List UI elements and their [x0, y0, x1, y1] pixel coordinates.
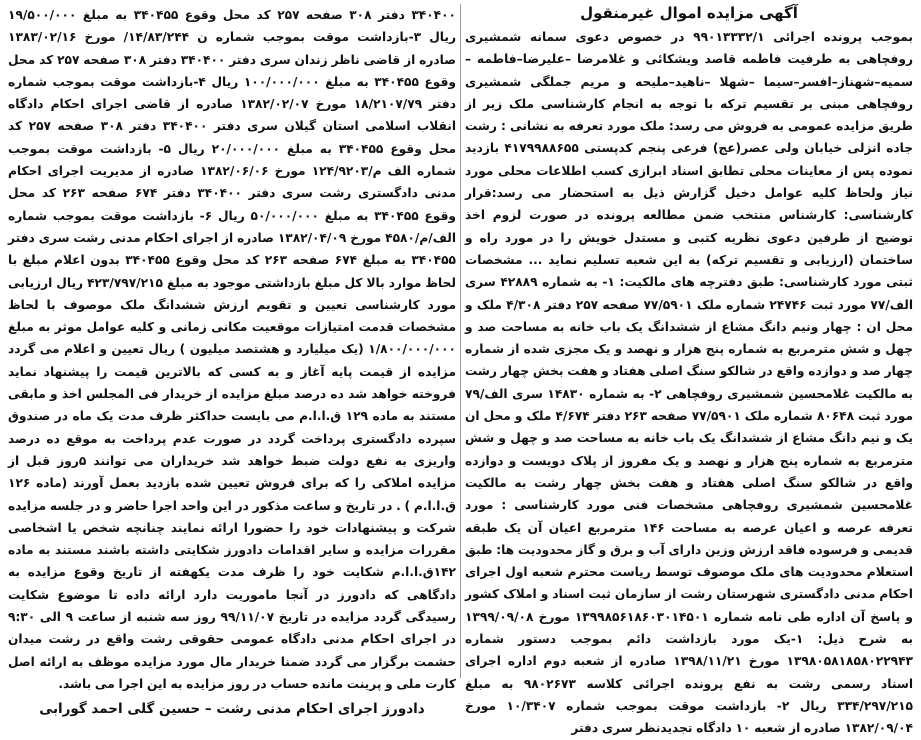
notice-right-column-text: بموجب پرونده اجرائی ۹۹۰۱۳۳۳۲/۱ در خصوص دعوی سمانه شمشیری روفچاهی به طرفیت فاطمه قاصد ویشکائی و غلامرضا –علیرضا–فاطمه –سمیه–شهناز–افسر–سیما –شهلا –ناهید–ملیحه و مریم جملگی شمشیری روفچاهی مبنی بر تقسیم ترکه با توجه به انجام کارشناسی ملک زیر از طریق مزایده عمومی به فروش می رسد: ملک مورد تعرفه به نشانی : رشت جاده انزلی خیابان ولی عصر(عج) فرعی پنجم کدپستی ۴۱۷۹۹۸۸۶۵۵ بازدید نموده پس از معاینات محلی تطابق اسناد ابرازی کسب اطلاعات محلی مورد نیاز ولحاظ کلیه عوامل دخیل گزارش ذیل به استحضار می رسد:قرار کارشناسی: کارشناس منتخب ضمن مطالعه پرونده در صورت لزوم اخذ توضیح از طرفین دعوی نظریه کتبی و مستدل خویش را در مورد راه و ساختمان (ارزیابی و تقسیم ترکه) به این شعبه تسلیم نماید ... مشخصات ثبتی مورد کارشناسی: طبق دفترچه های مالکیت: ۱- به شماره ۴۲۸۸۹ سری الف/۷۷ مورد ثبت ۲۴۷۴۶ شماره ملک ۷۷/۵۹۰۱ صفحه ۲۵۷ دفتر ۴/۳۰۸ ملک و محل ان : چهار ونیم دانگ مشاع از ششدانگ یک باب خانه به مساحت صد و چهل و شش مترمربع به شماره پنج هزار و نهصد و یک مجزی شده از شماره چهار صد و دوازده واقع در شالکو سنگ اصلی هفتاد و هفت بخش چهار رشت به مالکیت غلامحسین شمشیری روفچاهی ۲- به شماره ۱۴۸۳۰ سری الف/۷۹ مورد ثبت ۸۰۶۴۸ شماره ملک ۷۷/۵۹۰۱ صفحه ۲۶۳ دفتر ۴/۶۷۴ ملک و محل ان یک و نیم دانگ مشاع از ششدانگ یک باب خانه به مساحت صد و چهل و شش مترمربع به شماره پنج هزار و نهصد و یک مفروز از پلاک دویست و دوازده واقع در شالکو سنگ اصلی هفتاد و هفت بخش چهار رشت به مالکیت غلامحسین شمشیری روفچاهی مشخصات فنی مورد کارشناسی : مورد تعرفه عرصه و اعیان عرصه به مساحت ۱۴۶ مترمربع اعیان آن یک طبقه قدیمی و فرسوده فاقد ارزش وزین دارای آب و برق و گاز محدودیت ها: طبق استعلام محدودیت های ملک موصوف توسط ریاست محترم شعبه اول اجرای احکام مدنی دادگستری شهرستان رشت از سازمان ثبت اسناد و املاک کشور و پاسخ آن اداره طی نامه شماره ۱۳۹۹۸۵۶۱۸۶۰۳۰۱۴۵۰۱ مورخ ۱۳۹۹/۰۹/۰۸ به شرح ذیل: ۱-یک مورد بازداشت دائم بموجب دستور شماره ۱۳۹۸۰۵۸۱۸۵۸۰۲۲۹۴۳ مورخ ۱۳۹۸/۱۱/۲۱ صادره از شعبه دوم اداره اجرای اسناد رسمی رشت به نفع پرونده اجرائی کلاسه ۹۸۰۲۶۷۳ به مبلغ ۳۳۴/۲۹۷/۲۱۵ ریال ۲- بازداشت موقت بموجب شماره ۱۰/۳۴۰۷ مورخ ۱۳۸۲/۰۹/۰۴ صادره از شعبه ۱۰ دادگاه تجدیدنظر سری دفتر	[465, 30, 914, 736]
notice-signature: دادورز اجرای احکام مدنی رشت – حسین گلی احمد گورابی	[39, 701, 425, 718]
notice-right-column	[465, 4, 914, 736]
notice-title: آگهی مزایده اموال غیرمنقول	[580, 4, 798, 22]
notice-left-column-text: ۳۴۰۴۰۰ دفتر ۳۰۸ صفحه ۲۵۷ کد محل وقوع ۳۴۰۴۵۵ به مبلغ ۱۹/۵۰۰/۰۰۰ ریال ۳-بازداشت موقت بموجب شماره ن ۱۴/۸۳/۲۴۴/ مورخ ۱۳۸۳/۰۲/۱۶ صادره از قاضی ناظر زندان سری دفتر ۳۴۰۴۰۰ دفتر ۳۰۸ صفحه ۲۵۷ کد محل وقوع ۳۴۰۴۵۵ به مبلغ ۱۰۰/۰۰۰/۰۰۰ ریال ۴-بازداشت موقت بموجب شماره دفتر ۱۸/۲۱۰۷/۷۹ مورخ ۱۳۸۲/۰۲/۰۷ صادره از قاضی اجرای احکام دادگاه انقلاب اسلامی استان گیلان سری دفتر ۳۴۰۴۰۰ دفتر ۳۰۸ صفحه ۲۵۷ کد محل وقوع ۳۴۰۴۵۵ به مبلغ ۲۰/۰۰۰/۰۰۰ ریال ۵- بازداشت موقت بموجب شماره الف م/۱۲۴/۹۲۰۳ مورخ ۱۳۸۲/۰۶/۰۶ صادره از مدیریت اجرای احکام مدنی دادگستری رشت سری دفتر ۳۴۰۴۰۰ دفتر ۶۷۴ صفحه ۲۶۳ کد محل وقوع ۳۴۰۴۵۵ به مبلغ ۵۰/۰۰۰/۰۰۰ ریال ۶- بازداشت موقت بموجب شماره الف/م/۴۵۸۰ مورخ ۱۳۸۲/۰۴/۰۹ صادره از اجرای احکام مدنی رشت سری دفتر ۳۴۰۴۵۵ به مبلغ ۶۷۴ صفحه ۲۶۳ کد محل وقوع ۳۴۰۴۵۵ بدون اعلام مبلغ با لحاظ موارد بالا کل مبلغ بازداشتی موجود به مبلغ ۴۲۳/۷۹۷/۲۱۵ ریال ارزیابی مورد کارشناسی تعیین و تقویم ارزش ششدانگ ملک موصوف با لحاظ مشخصات قدمت امتیازات موقعیت مکانی زمانی و کلیه عوامل موثر به مبلغ ۱/۸۰۰/۰۰۰/۰۰۰ (یک میلیارد و هشتصد میلیون ) ریال تعیین و اعلام می گردد مزایده از قیمت پایه آغاز و به کسی که بالاترین قیمت را پیشنهاد نماید فروخته خواهد شد ده درصد مبلغ مزایده از خریدار فی المجلس اخذ و مابقی مستند به ماده ۱۲۹ ق.ا.ا.م می بایست حداکثر ظرف مدت یک ماه در صندوق سپرده دادگستری پرداخت گردد در صورت عدم پرداخت به موقع ده درصد واریزی به نفع دولت ضبط خواهد شد خریداران می توانند ۵روز قبل از مزایده املاکی را که برای فروش تعیین شده بازدید بعمل آورند (ماده ۱۲۶ ق.ا.ا.م ) . در تاریخ و ساعت مذکور در این واحد اجرا حاضر و در جلسه مزایده شرکت و پیشنهادات خود را حضورا ارائه نمایند چنانچه شخص یا اشخاصی مقررات مزایده و سایر اقدامات دادورز شکایتی داشته باشند مستند به ماده ۱۴۲ق.ا.ا.م شکایت خود را ظرف مدت یکهفته از تاریخ وقوع مزایده به دادگاهی که دادورز در آنجا ماموریت دارد ارائه داده تا موضوع شکایت رسیدگی گردد مزایده در تاریخ ۹۹/۱۱/۰۷ روز سه شنبه از ساعت ۹ الی ۹:۳۰ در اجرای احکام مدنی دادگاه عمومی حقوقی رشت واقع در رشت میدان حشمت برگزار می گردد ضمنا خریدار مال مورد مزایده موظف به ارائه اصل کارت ملی و پرینت مانده حساب در روز مزایده به این اجرا می باشد.	[8, 8, 457, 691]
column-divider	[460, 4, 461, 678]
notice-left-column	[8, 4, 457, 718]
